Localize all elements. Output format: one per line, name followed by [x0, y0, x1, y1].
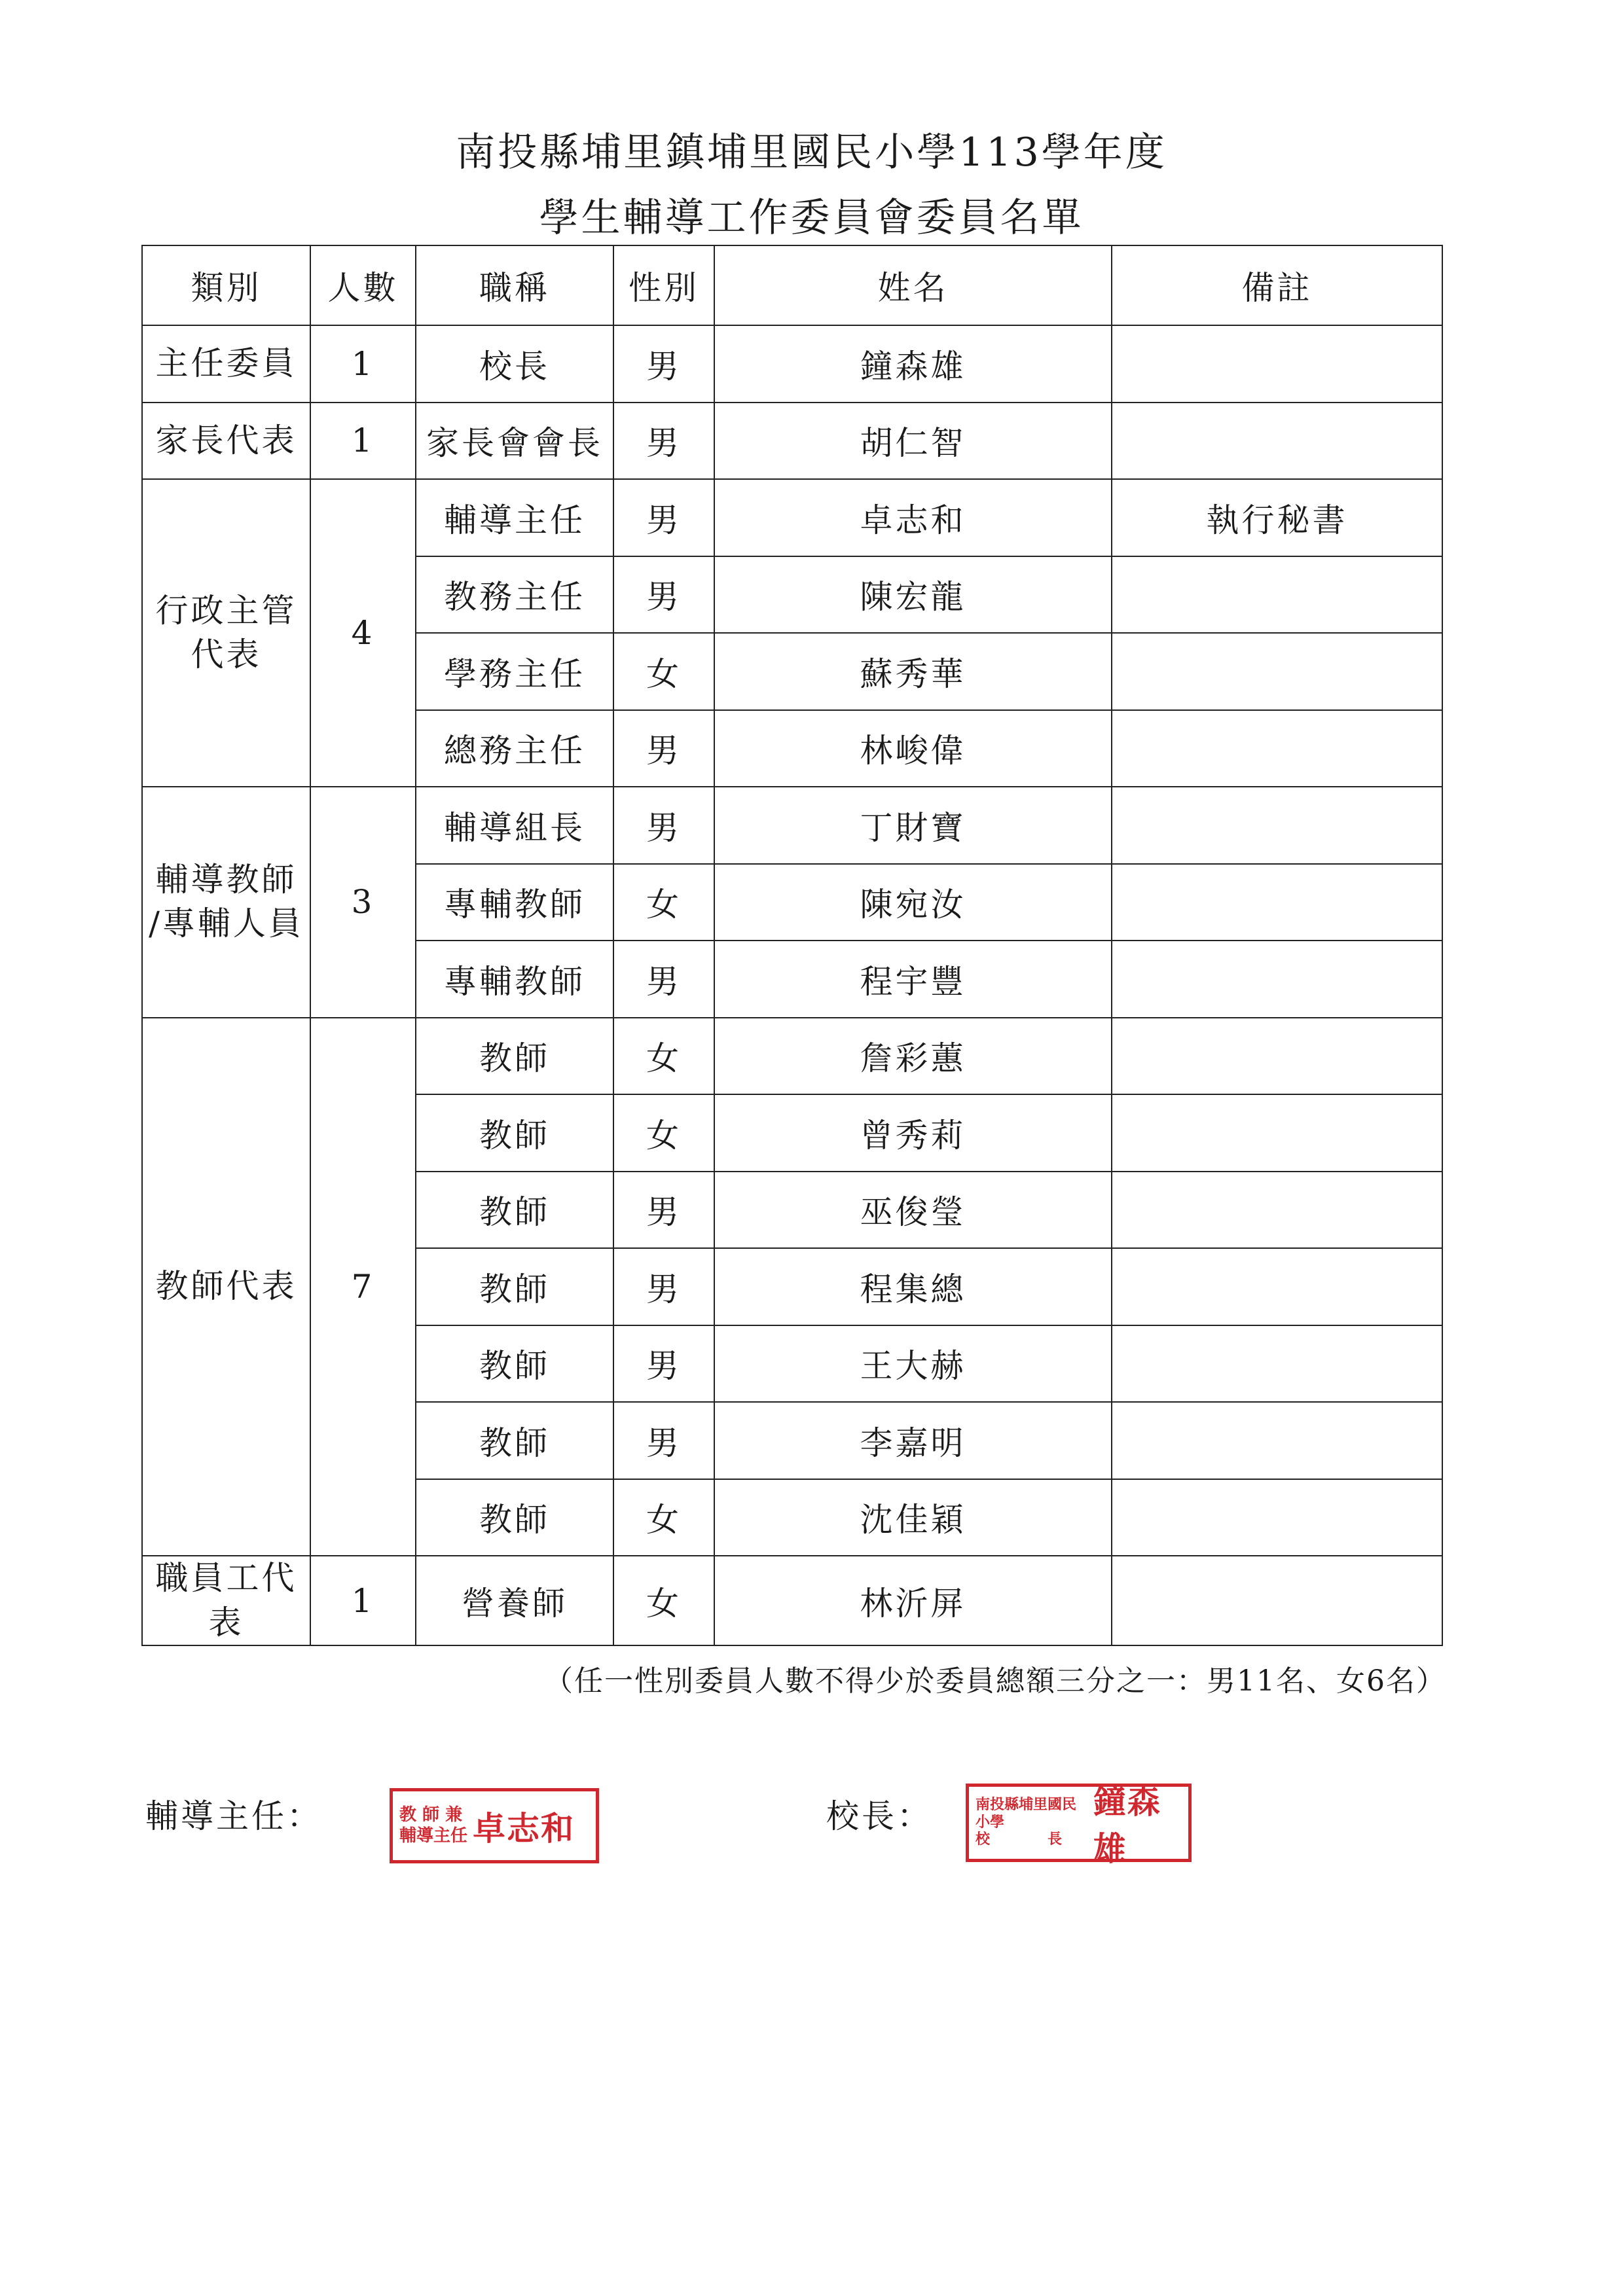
- director-signature-label: 輔導主任：: [145, 1797, 322, 1835]
- remark-cell: [1112, 710, 1442, 787]
- director-stamp-line2: 輔導主任: [399, 1825, 468, 1846]
- header-title: 職稱: [416, 245, 613, 325]
- title-cell: 教師: [416, 1172, 613, 1249]
- name-cell: 陳宏龍: [714, 556, 1112, 634]
- category-cell: 教師代表: [142, 1018, 310, 1556]
- title-cell: 教師: [416, 1479, 613, 1556]
- gender-cell: 女: [613, 1018, 714, 1095]
- name-cell: 卓志和: [714, 479, 1112, 556]
- gender-cell: 女: [613, 864, 714, 941]
- count-cell: 3: [310, 787, 416, 1018]
- name-cell: 王大赫: [714, 1325, 1112, 1403]
- gender-cell: 女: [613, 1094, 714, 1172]
- table-row: [142, 403, 1442, 480]
- name-cell: 巫俊瑩: [714, 1172, 1112, 1249]
- remark-cell: [1112, 1325, 1442, 1403]
- remark-cell: [1112, 556, 1442, 634]
- principal-stamp-name: 鐘森雄: [1093, 1783, 1161, 1868]
- title-cell: 學務主任: [416, 633, 613, 710]
- header-name: 姓名: [714, 245, 1112, 325]
- title-cell: 專輔教師: [416, 864, 613, 941]
- count-cell: 4: [310, 479, 416, 787]
- name-cell: 胡仁智: [714, 403, 1112, 480]
- category-cell: 家長代表: [142, 403, 310, 480]
- title-cell: 教師: [416, 1402, 613, 1479]
- remark-cell: [1112, 864, 1442, 941]
- principal-stamp-title: [976, 1797, 1088, 1848]
- gender-cell: 男: [613, 1248, 714, 1325]
- gender-cell: 男: [613, 710, 714, 787]
- remark-cell: [1112, 1248, 1442, 1325]
- gender-cell: 女: [613, 1479, 714, 1556]
- remark-cell: [1112, 403, 1442, 480]
- gender-cell: 男: [613, 941, 714, 1018]
- title-cell: 教師: [416, 1018, 613, 1095]
- gender-cell: 男: [613, 1172, 714, 1249]
- title-cell: 校長: [416, 325, 613, 403]
- header-category: 類別: [142, 245, 310, 325]
- count-cell: 1: [310, 1556, 416, 1645]
- director-seal-stamp: [390, 1788, 599, 1863]
- count-cell: 1: [310, 403, 416, 480]
- title-cell: 輔導組長: [416, 787, 613, 864]
- table-header-row: [142, 245, 1442, 325]
- remark-cell: [1112, 1094, 1442, 1172]
- title-cell: 教務主任: [416, 556, 613, 634]
- remark-cell: [1112, 1018, 1442, 1095]
- remark-cell: [1112, 787, 1442, 864]
- count-cell: 7: [310, 1018, 416, 1556]
- gender-cell: 男: [613, 1325, 714, 1403]
- name-cell: 李嘉明: [714, 1402, 1112, 1479]
- committee-table: [141, 245, 1443, 1646]
- name-cell: 陳宛汝: [714, 864, 1112, 941]
- principal-stamp-line1: 南投縣埔里國民小學: [976, 1797, 1077, 1831]
- remark-cell: [1112, 633, 1442, 710]
- remark-cell: [1112, 1402, 1442, 1479]
- table-row: [142, 787, 1442, 864]
- director-stamp-name: 卓志和: [473, 1809, 575, 1848]
- category-cell: 主任委員: [142, 325, 310, 403]
- table-row: [142, 1556, 1442, 1645]
- name-cell: 曾秀莉: [714, 1094, 1112, 1172]
- gender-cell: 男: [613, 403, 714, 480]
- category-cell: 行政主管 代表: [142, 479, 310, 787]
- director-stamp-title: [399, 1805, 467, 1846]
- document-title-line1: 南投縣埔里鎮埔里國民小學113學年度: [456, 130, 1167, 175]
- count-cell: 1: [310, 325, 416, 403]
- gender-cell: 男: [613, 325, 714, 403]
- name-cell: 程集總: [714, 1248, 1112, 1325]
- remark-cell: [1112, 1479, 1442, 1556]
- remark-cell: [1112, 1172, 1442, 1249]
- table-row: [142, 479, 1442, 556]
- header-gender: 性別: [613, 245, 714, 325]
- remark-cell: [1112, 325, 1442, 403]
- gender-cell: 男: [613, 1402, 714, 1479]
- title-cell: 輔導主任: [416, 479, 613, 556]
- name-cell: 程宇豐: [714, 941, 1112, 1018]
- table-row: [142, 1018, 1442, 1095]
- table-row: [142, 325, 1442, 403]
- category-cell: 輔導教師 /專輔人員: [142, 787, 310, 1018]
- table-body: [142, 325, 1442, 1645]
- title-cell: 專輔教師: [416, 941, 613, 1018]
- principal-signature-label: 校長：: [826, 1797, 932, 1835]
- name-cell: 鐘森雄: [714, 325, 1112, 403]
- title-cell: 總務主任: [416, 710, 613, 787]
- document-title-line2: 學生輔導工作委員會委員名單: [539, 195, 1084, 241]
- title-cell: 教師: [416, 1325, 613, 1403]
- title-cell: 營養師: [416, 1556, 613, 1645]
- remark-cell: 執行秘書: [1112, 479, 1442, 556]
- director-stamp-line1: 教 師 兼: [399, 1805, 463, 1825]
- name-cell: 林沂屏: [714, 1556, 1112, 1645]
- title-cell: 教師: [416, 1248, 613, 1325]
- gender-cell: 男: [613, 787, 714, 864]
- name-cell: 林峻偉: [714, 710, 1112, 787]
- gender-ratio-note: （任一性別委員人數不得少於委員總額三分之一：男11名、女6名）: [544, 1664, 1446, 1698]
- principal-stamp-line2: 校 長: [976, 1831, 1063, 1848]
- gender-cell: 女: [613, 633, 714, 710]
- gender-cell: 男: [613, 479, 714, 556]
- header-count: 人數: [310, 245, 416, 325]
- name-cell: 丁財寶: [714, 787, 1112, 864]
- name-cell: 沈佳穎: [714, 1479, 1112, 1556]
- name-cell: 蘇秀華: [714, 633, 1112, 710]
- gender-cell: 女: [613, 1556, 714, 1645]
- name-cell: 詹彩蕙: [714, 1018, 1112, 1095]
- category-cell: 職員工代表: [142, 1556, 310, 1645]
- title-cell: 家長會會長: [416, 403, 613, 480]
- remark-cell: [1112, 1556, 1442, 1645]
- remark-cell: [1112, 941, 1442, 1018]
- gender-cell: 男: [613, 556, 714, 634]
- title-cell: 教師: [416, 1094, 613, 1172]
- header-remark: 備註: [1112, 245, 1442, 325]
- principal-seal-stamp: [966, 1783, 1192, 1868]
